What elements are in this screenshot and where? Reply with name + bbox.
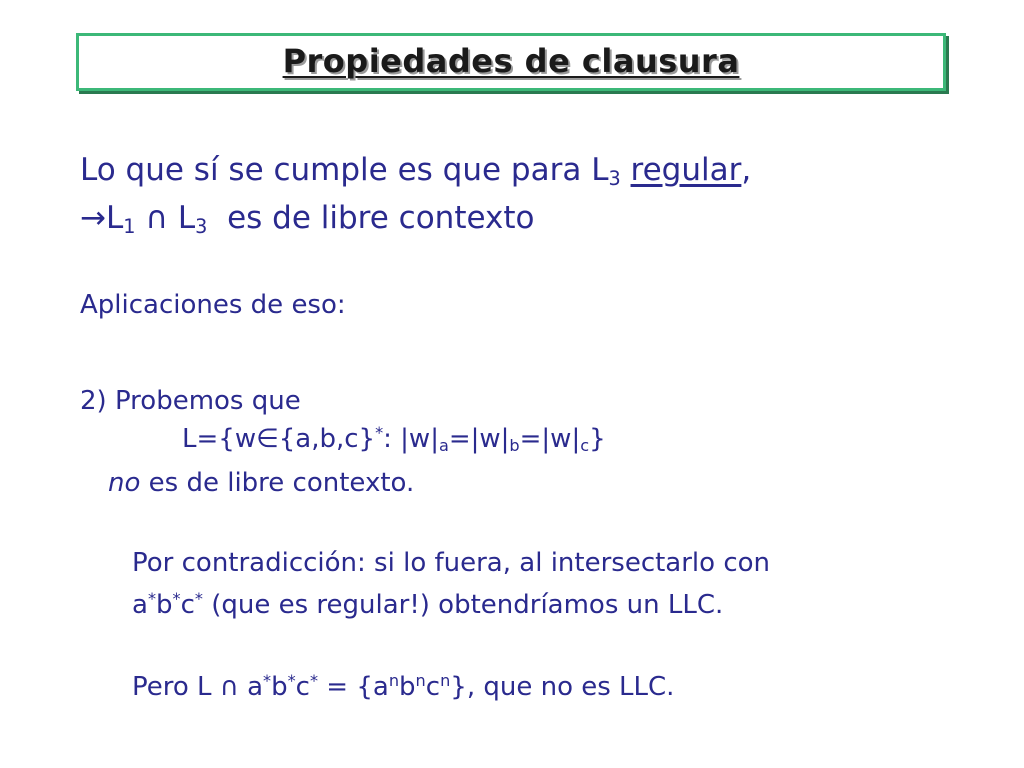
sym-c: c	[180, 590, 195, 620]
def-mid-3: =|w|	[519, 424, 581, 454]
underlined-regular: regular	[630, 152, 742, 188]
sym-b: b	[156, 590, 173, 620]
exp-n-1: n	[388, 671, 400, 691]
def-mid-2: =|w|	[448, 424, 510, 454]
intersection-symbol: ∩	[135, 200, 178, 236]
star-3: *	[194, 589, 203, 609]
conclusion-part-2: b	[271, 672, 288, 702]
statement-line-1-prefix: Lo que sí se cumple es que para L	[80, 152, 609, 188]
item-2-conclusion	[108, 468, 414, 498]
contradiction-line-2-rest: (que es regular!) obtendríamos un LLC.	[202, 590, 724, 620]
space	[621, 152, 631, 188]
language-definition	[182, 424, 606, 454]
contradiction-line-1: Por contradicción: si lo fuera, al intersectarlo con	[132, 548, 771, 578]
star-a: *	[263, 671, 272, 691]
statement-line-2	[80, 200, 534, 236]
star-2: *	[172, 589, 181, 609]
l3-symbol: L	[177, 200, 196, 236]
subscript-3: 3	[608, 166, 621, 190]
arrow-icon: →	[80, 200, 106, 236]
conclusion-part-4: = {a	[318, 672, 389, 702]
contradiction-line-2	[132, 590, 723, 620]
star-b: *	[287, 671, 296, 691]
conclusion-part-6: c	[425, 672, 441, 702]
exp-n-3: n	[440, 671, 451, 691]
applications-heading: Aplicaciones de eso:	[80, 290, 346, 320]
item-2-intro: 2) Probemos que	[80, 386, 301, 416]
conclusion-part-5: b	[399, 672, 416, 702]
sym-a: a	[132, 590, 148, 620]
subscript-3b: 3	[195, 214, 208, 238]
sub-c: c	[580, 436, 590, 456]
exp-n-2: n	[415, 671, 426, 691]
def-prefix: L={w∈{a,b,c}	[182, 424, 376, 454]
conclusion-rest: es de libre contexto.	[140, 468, 415, 498]
def-mid-1: : |w|	[383, 424, 439, 454]
conclusion-part-1: Pero L ∩ a	[132, 672, 264, 702]
slide-title: Propiedades de clausura	[282, 42, 740, 80]
statement-line-2-suffix: es de libre contexto	[207, 200, 535, 236]
conclusion-part-3: c	[295, 672, 310, 702]
italic-no: no	[108, 468, 141, 498]
star-c: *	[309, 671, 319, 691]
star-1: *	[147, 589, 156, 609]
def-suffix: }	[589, 424, 606, 454]
subscript-1: 1	[123, 214, 136, 238]
sub-b: b	[509, 436, 520, 456]
comma: ,	[741, 152, 752, 188]
final-conclusion	[132, 672, 674, 702]
sub-a: a	[438, 436, 449, 456]
statement-line-1	[80, 152, 751, 188]
conclusion-part-7: }, que no es LLC.	[450, 672, 675, 702]
title-box	[76, 33, 946, 91]
kleene-star: *	[375, 423, 384, 443]
l1-symbol: L	[105, 200, 124, 236]
